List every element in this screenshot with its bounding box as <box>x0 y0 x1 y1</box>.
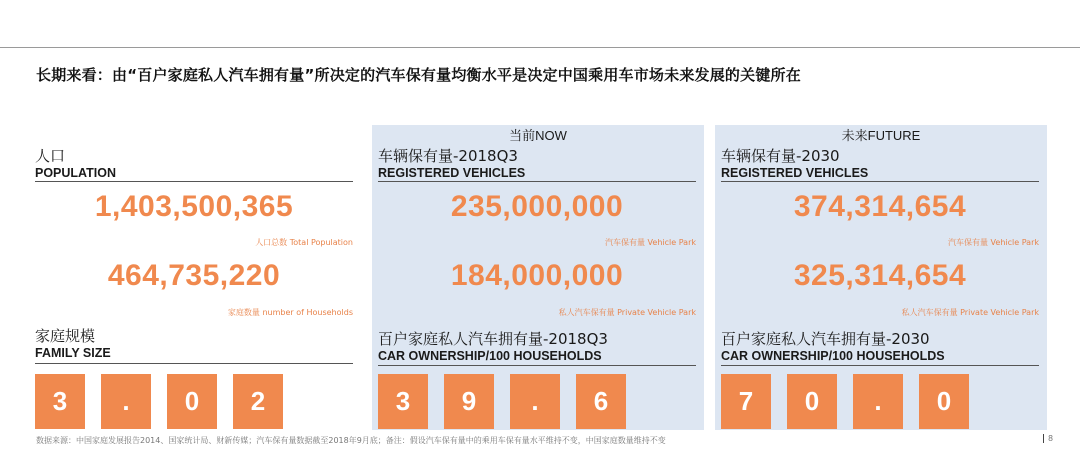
households-caption: 家庭数量 number of Households <box>227 308 353 317</box>
future-private-park-caption: 私人汽车保有量 Private Vehicle Park <box>901 308 1039 317</box>
page-number <box>1043 434 1053 443</box>
now-vehicle-park-value: 235,000,000 <box>450 190 624 223</box>
now-ownership-label-en: CAR OWNERSHIP/100 HOUSEHOLDS <box>378 349 602 363</box>
section-rule <box>35 181 353 182</box>
future-private-park-value: 325,314,654 <box>793 259 967 292</box>
now-ownership-digit: 9 <box>444 374 494 429</box>
family-size-digit: 2 <box>233 374 283 429</box>
future-vehicle-park-value: 374,314,654 <box>793 190 967 223</box>
population-label-en: POPULATION <box>35 166 117 180</box>
future-ownership-label-cn: 百户家庭私人汽车拥有量-2030 <box>721 330 930 348</box>
family-size-digit: . <box>101 374 151 429</box>
now-registered-label-en: REGISTERED VEHICLES <box>378 166 526 180</box>
source-footnote: 数据来源：中国家庭发展报告2014、国家统计局、财新传媒；汽车保有量数据截至2018年9月底；备注：假设汽车保有量中的乘用车保有量水平维持不变，中国家庭数量维持不变 <box>36 436 666 445</box>
future-registered-label-en: REGISTERED VEHICLES <box>721 166 869 180</box>
future-ownership-label-en: CAR OWNERSHIP/100 HOUSEHOLDS <box>721 349 945 363</box>
households-value: 464,735,220 <box>107 259 281 292</box>
future-ownership-digit: 7 <box>721 374 771 429</box>
total-population-value: 1,403,500,365 <box>94 190 294 223</box>
now-ownership-digit: . <box>510 374 560 429</box>
now-vehicle-park-caption: 汽车保有量 Vehicle Park <box>605 238 696 247</box>
family-size-digit: 0 <box>167 374 217 429</box>
population-label-cn: 人口 <box>35 147 66 165</box>
future-ownership-digit: 0 <box>787 374 837 429</box>
section-rule <box>35 363 353 364</box>
family-size-label-cn: 家庭规模 <box>35 327 96 345</box>
section-rule <box>378 181 696 182</box>
family-size-digit: 3 <box>35 374 85 429</box>
total-population-caption: 人口总数 Total Population <box>255 238 353 247</box>
future-registered-label-cn: 车辆保有量-2030 <box>721 147 840 165</box>
family-size-label-en: FAMILY SIZE <box>35 346 111 360</box>
section-rule <box>721 181 1039 182</box>
future-vehicle-park-caption: 汽车保有量 Vehicle Park <box>948 238 1039 247</box>
section-rule <box>721 365 1039 366</box>
slide-headline: 长期来看：由“百户家庭私人汽车拥有量”所决定的汽车保有量均衡水平是决定中国乘用车市场未来发展的关键所在 <box>36 66 801 84</box>
future-ownership-digit: . <box>853 374 903 429</box>
page-number-divider <box>1043 434 1044 443</box>
now-registered-label-cn: 车辆保有量-2018Q3 <box>378 147 518 165</box>
section-rule <box>378 365 696 366</box>
now-private-park-value: 184,000,000 <box>450 259 624 292</box>
now-panel-title: 当前NOW <box>509 128 567 143</box>
now-ownership-digit: 3 <box>378 374 428 429</box>
now-ownership-digit: 6 <box>576 374 626 429</box>
future-panel-title: 未来FUTURE <box>841 128 921 143</box>
now-private-park-caption: 私人汽车保有量 Private Vehicle Park <box>558 308 696 317</box>
page-number-value: 8 <box>1048 434 1054 443</box>
now-ownership-label-cn: 百户家庭私人汽车拥有量-2018Q3 <box>378 330 608 348</box>
top-divider <box>0 47 1080 48</box>
future-ownership-digit: 0 <box>919 374 969 429</box>
